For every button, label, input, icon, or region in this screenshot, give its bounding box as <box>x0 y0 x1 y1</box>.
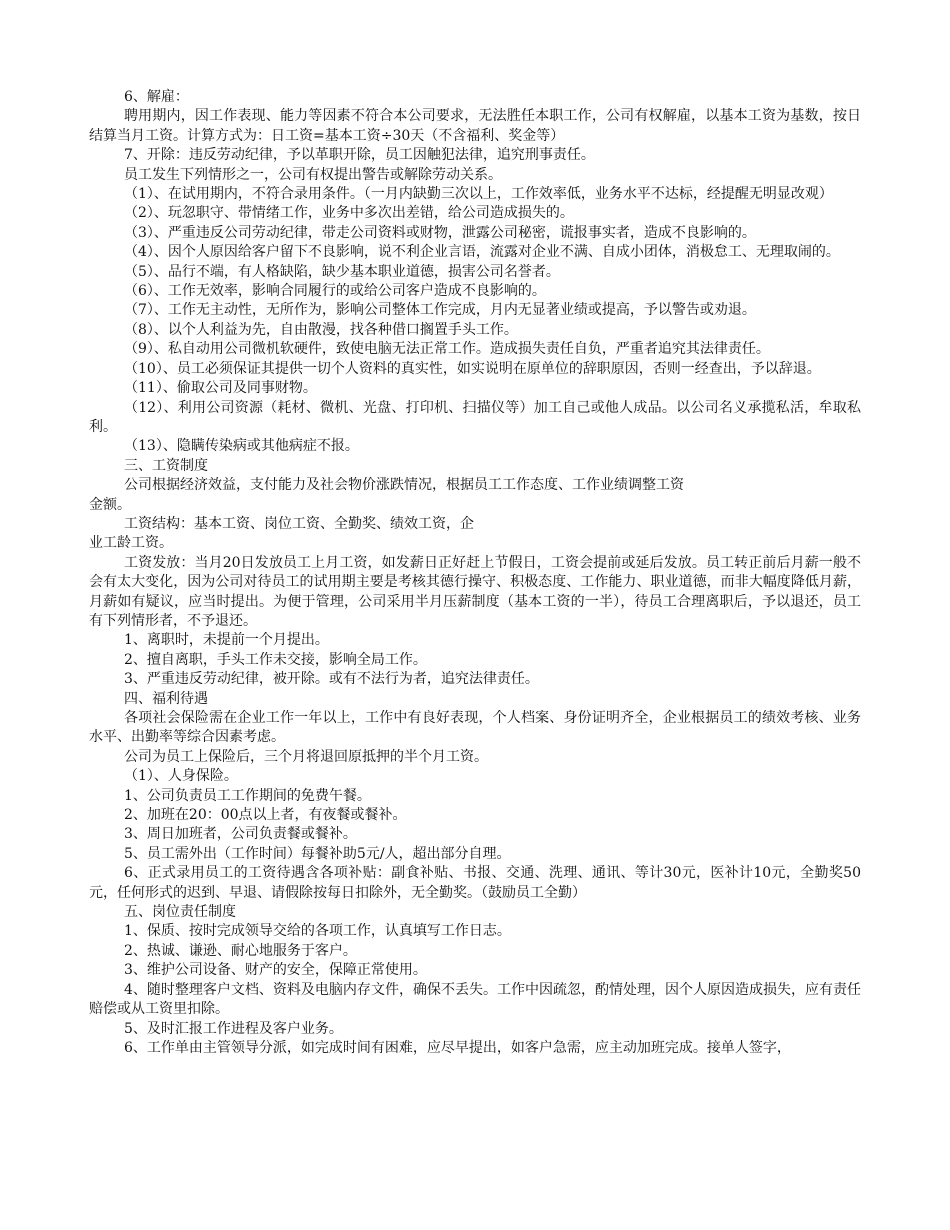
list-item: （5）、品行不端，有人格缺陷，缺少基本职业道德，损害公司名誉者。 <box>124 263 560 280</box>
list-item: （8）、以个人利益为先，自由散漫，找各种借口搁置手头工作。 <box>124 321 518 338</box>
list-item: 5、员工需外出（工作时间）每餐补助5元/人，超出部分自理。 <box>124 845 511 862</box>
list-item: （6）、工作无效率，影响合同履行的或给公司客户造成不良影响的。 <box>124 283 546 300</box>
list-item: 5、及时汇报工作进程及客户业务。 <box>124 1020 343 1037</box>
list-item: 3、维护公司设备、财产的安全，保障正常使用。 <box>124 962 427 979</box>
list-item: （7）、工作无主动性，无所作为，影响公司整体工作完成，月内无显著业绩或提高，予以警告或劝退。 <box>124 302 756 319</box>
list-item: （11）、偷取公司及同事财物。 <box>124 380 317 397</box>
paragraph: 工资结构：基本工资、岗位工资、全勤奖、绩效工资，企 业工龄工资。 <box>89 515 474 552</box>
list-item: （3）、严重违反公司劳动纪律，带走公司资料或财物，泄露公司秘密，谎报事实者，造成不良影响的。 <box>124 224 756 241</box>
list-item: （1）、在试用期内，不符合录用条件。（一月内缺勤三次以上，工作效率低，业务水平不达标，经提醒无明显改观） <box>124 186 833 203</box>
list-item: 1、保质、按时完成领导交给的各项工作，认真填写工作日志。 <box>124 923 511 940</box>
paragraph: 员工发生下列情形之一，公司有权提出警告或解除劳动关系。 <box>124 166 502 183</box>
list-item: 1、离职时，未提前一个月提出。 <box>124 632 329 649</box>
list-item: 2、加班在20：00点以上者，有夜餐或餐补。 <box>124 807 407 824</box>
list-item: （10）、员工必须保证其提供一切个人资料的真实性，如实说明在原单位的辞职原因，否则一经查出，予以辞退。 <box>124 360 821 377</box>
paragraph: 工资发放：当月20日发放员工上月工资，如发薪日正好赶上节假日，工资会提前或延后发放。员工转正前后月薪一般不会有太大变化，因为公司对待员工的试用期主要是考核其德行操守、积极态度、工作能力、职业道德，而非大幅度降低月薪，月薪如有疑议，应当时提出。为便于管理，公司采用半月压薪制度（基本工资的一半），待员工合理离职后，予以退还，员工有下列情形者，不予退还。 <box>89 554 861 629</box>
paragraph: 各项社会保险需在企业工作一年以上，工作中有良好表现，个人档案、身份证明齐全，企业根据员工的绩效考核、业务水平、出勤率等综合因素考虑。 <box>89 710 861 746</box>
section-heading-salary: 三、工资制度 <box>124 457 208 474</box>
section-heading-responsibility: 五、岗位责任制度 <box>124 904 236 921</box>
list-item: 3、严重违反劳动纪律，被开除。或有不法行为者，追究法律责任。 <box>124 671 539 688</box>
paragraph: 公司根据经济效益，支付能力及社会物价涨跌情况，根据员工工作态度、工作业绩调整工资 金额。 <box>89 477 684 513</box>
list-item: （4）、因个人原因给客户留下不良影响，说不利企业言语，流露对企业不满、自成小团体，消极怠工、无理取闹的。 <box>124 244 840 261</box>
section-heading-benefits: 四、福利待遇 <box>124 690 208 707</box>
section-heading-dismissal: 6、解雇： <box>124 89 189 105</box>
paragraph: 公司为员工上保险后，三个月将退回原抵押的半个月工资。 <box>124 748 488 765</box>
list-item: 1、公司负责员工工作期间的免费午餐。 <box>124 787 371 804</box>
list-item: 3、周日加班者，公司负责餐或餐补。 <box>124 826 357 843</box>
document-body <box>89 88 861 1058</box>
list-item: （9）、私自动用公司微机软硬件，致使电脑无法正常工作。造成损失责任自负，严重者追究其法律责任。 <box>124 341 770 358</box>
list-item: （1）、人身保险。 <box>124 768 238 785</box>
list-item: （13）、隐瞒传染病或其他病症不报。 <box>124 438 359 455</box>
list-item: 2、热诚、谦逊、耐心地服务于客户。 <box>124 942 357 959</box>
list-item: 6、工作单由主管领导分派，如完成时间有困难，应尽早提出，如客户急需，应主动加班完成。接单人签字， <box>124 1039 791 1056</box>
list-item: 4、随时整理客户文档、资料及电脑内存文件，确保不丢失。工作中因疏忽，酌情处理，因个人原因造成损失，应有责任赔偿或从工资里扣除。 <box>89 981 861 1018</box>
list-item: 6、正式录用员工的工资待遇含各项补贴：副食补贴、书报、交通、洗理、通讯、等计30元，医补计10元，全勤奖50元，任何形式的迟到、早退、请假除按每日扣除外，无全勤奖。（鼓励员工全勤） <box>89 865 861 901</box>
paragraph: 聘用期内，因工作表现、能力等因素不符合本公司要求，无法胜任本职工作，公司有权解雇，以基本工资为基数，按日结算当月工资。计算方式为：日工资=基本工资÷30天（不含福利、奖金等） <box>89 108 861 144</box>
list-item: （2）、玩忽职守、带情绪工作，业务中多次出差错，给公司造成损失的。 <box>124 205 574 222</box>
paragraph: 7、开除：违反劳动纪律，予以革职开除，员工因触犯法律，追究刑事责任。 <box>124 147 595 164</box>
list-item: （12）、利用公司资源（耗材、微机、光盘、打印机、扫描仪等）加工自己或他人成品。以公司名义承揽私活，牟取私利。 <box>89 399 861 435</box>
list-item: 2、擅自离职，手头工作未交接，影响全局工作。 <box>124 651 427 668</box>
